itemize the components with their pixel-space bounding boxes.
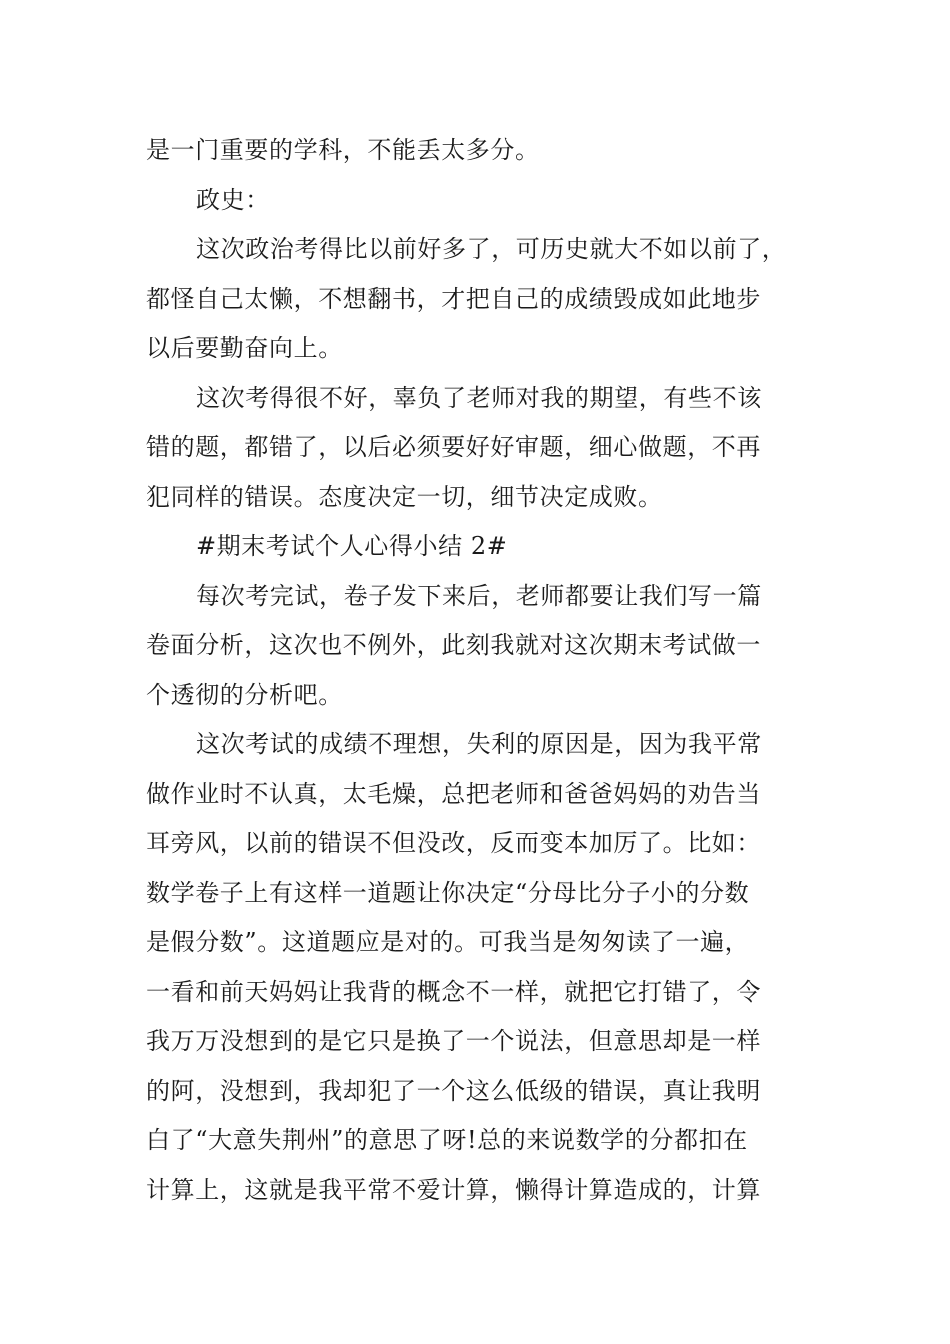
text-line: 是假分数”。这道题应是对的。可我当是匆匆读了一遍， [146, 928, 750, 956]
text-line: 这次政治考得比以前好多了，可历史就大不如以前了， [196, 235, 787, 263]
text-line: 的阿，没想到，我却犯了一个这么低级的错误，真让我明 [146, 1076, 761, 1105]
text-line: 犯同样的错误。态度决定一切，细节决定成败。 [146, 482, 663, 511]
text-line: 是一门重要的学科，不能丢太多分。 [146, 136, 540, 164]
text-line: 白了“大意失荆州”的意思了呀!总的来说数学的分都扣在 [146, 1126, 748, 1154]
text-line: 我万万没想到的是它只是换了一个说法，但意思却是一样 [146, 1027, 761, 1055]
text-line: 个透彻的分析吧。 [146, 680, 343, 709]
text-line: 以后要勤奋向上。 [146, 334, 343, 362]
text-line: 这次考试的成绩不理想，失利的原因是，因为我平常 [196, 730, 762, 758]
text-line: 耳旁风，以前的错误不但没改，反而变本加厉了。比如： [146, 829, 761, 857]
text-line: 这次考得很不好，辜负了老师对我的期望，有些不该 [196, 383, 762, 412]
text-line: 卷面分析，这次也不例外，此刻我就对这次期末考试做一 [146, 631, 761, 659]
text-line: 错的题，都错了，以后必须要好好审题，细心做题，不再 [146, 433, 761, 461]
section-heading-politics-history: 政史： [196, 185, 270, 214]
text-line: 数学卷子上有这样一道题让你决定“分母比分子小的分数 [146, 878, 750, 907]
text-line: 都怪自己太懒，不想翻书，才把自己的成绩毁成如此地步 [146, 284, 761, 313]
section-title: #期末考试个人心得小结 2# [196, 532, 508, 560]
text-line: 做作业时不认真，太毛燥，总把老师和爸爸妈妈的劝告当 [146, 779, 761, 808]
document-body [146, 126, 826, 1215]
text-line: 计算上，这就是我平常不爱计算，懒得计算造成的，计算 [146, 1175, 761, 1204]
text-line: 每次考完试，卷子发下来后，老师都要让我们写一篇 [196, 581, 762, 610]
text-line: 一看和前天妈妈让我背的概念不一样，就把它打错了，令 [146, 977, 761, 1006]
